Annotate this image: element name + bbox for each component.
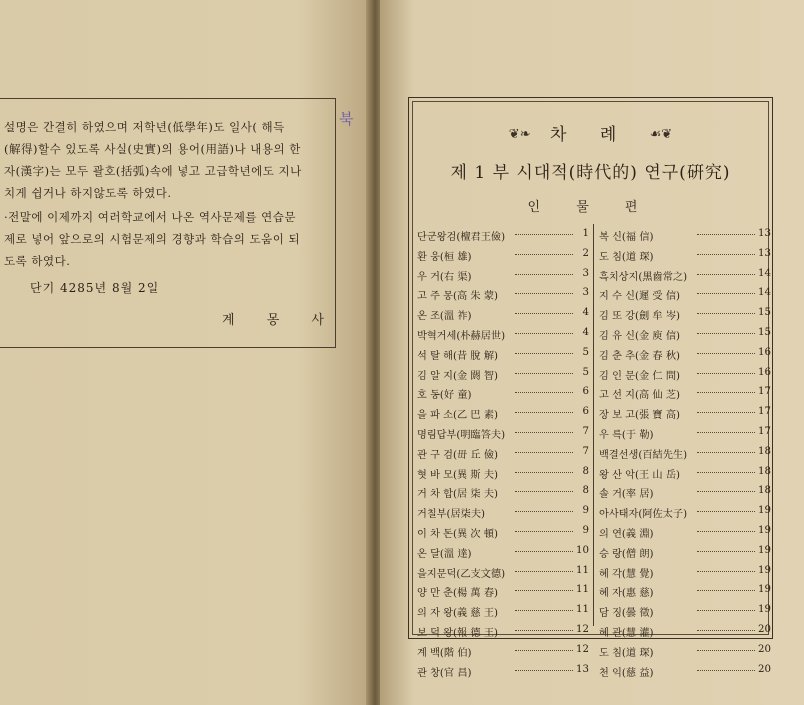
toc-entry-page: 17 [758,386,771,398]
leader-dots [515,373,573,374]
preface-line: 치게 쉽거나 하지않도록 하였다. [4,186,172,200]
toc-entry [417,523,589,543]
toc-entry-page: 5 [582,346,589,358]
leader-dots [515,432,573,433]
toc-entry [599,365,771,385]
leader-dots [515,333,573,334]
publisher-name: 계 몽 사 [222,313,338,328]
toc-heading-text: 차 례 [550,125,631,145]
leader-dots [697,452,755,453]
toc-entry [417,365,589,385]
toc-entry-page: 19 [758,544,771,556]
toc-entry-page: 12 [576,623,589,635]
toc-entry-page: 9 [582,524,589,536]
toc-entry-name: 거칠부(居柒夫) [417,509,486,521]
toc-entry-page: 7 [582,425,589,437]
toc-entry-name: 솔 거(率 居) [599,489,654,501]
leader-dots [515,511,573,512]
toc-entry-name: 김 유 신(金 庾 信) [599,330,680,342]
toc-entry [599,325,771,345]
leader-dots [697,610,755,611]
leader-dots [697,590,755,591]
toc-entry-page: 8 [582,465,589,477]
toc-entry-page: 11 [576,584,589,596]
toc-entry [417,305,589,325]
toc-entry [599,543,771,563]
leader-dots [697,511,755,512]
toc-entry-name: 김 인 문(金 仁 問) [599,370,680,382]
leader-dots [515,313,573,314]
toc-entry-page: 20 [758,623,771,635]
preface-line: ·전말에 이제까지 여러학교에서 나온 역사문제를 연습문 [4,210,296,224]
leader-dots [697,670,755,671]
leader-dots [515,392,573,393]
toc-entry-page: 11 [576,604,589,616]
toc-entry-name: 지 수 신(遲 受 信) [599,291,680,303]
preface-line: 도록 하였다. [4,254,71,268]
leader-dots [515,590,573,591]
toc-entry-page: 7 [582,445,589,457]
toc-entry-page: 19 [758,505,771,517]
toc-entry [599,424,771,444]
toc-entry [417,345,589,365]
toc-entry [417,404,589,424]
leader-dots [697,234,755,235]
toc-heading [409,120,772,145]
toc-entry [599,503,771,523]
toc-entry-name: 왕 산 악(王 山 岳) [599,469,680,481]
toc-entry [599,523,771,543]
toc-entry-name: 계 백(階 伯) [417,647,472,659]
toc-entry [599,226,771,246]
leader-dots [697,412,755,413]
toc-entry-name: 양 만 춘(楊 萬 春) [417,588,498,600]
toc-entry-name: 도 침(道 琛) [599,251,654,263]
toc-entry-page: 14 [758,267,771,279]
leader-dots [697,650,755,651]
toc-entry [599,622,771,642]
leader-dots [697,254,755,255]
ornament-left-icon: ❦❧ [508,127,531,142]
toc-entry-name: 관 창(官 昌) [417,667,472,679]
toc-entry-name: 고 주 몽(高 朱 蒙) [417,291,498,303]
leader-dots [697,313,755,314]
ornament-right-icon: ☙❦ [649,127,673,142]
toc-entry-name: 의 자 왕(義 慈 王) [417,608,498,620]
toc-entry-page: 19 [758,564,771,576]
toc-entry-name: 의 연(義 淵) [599,528,654,540]
toc-entry-page: 6 [582,406,589,418]
toc-entry [599,444,771,464]
toc-entry [599,464,771,484]
leader-dots [515,610,573,611]
toc-entry-name: 혜 관(慧 灌) [599,627,654,639]
toc-entry-page: 14 [758,287,771,299]
leader-dots [697,293,755,294]
toc-entry-name: 담 징(曇 徵) [599,608,654,620]
toc-entry [417,483,589,503]
toc-entry-page: 8 [582,485,589,497]
toc-entry [417,503,589,523]
leader-dots [697,571,755,572]
preface-line: (解得)할수 있도록 사실(史實)의 용어(用語)나 내용의 한 [4,142,301,156]
toc-entry-page: 12 [576,643,589,655]
toc-entry [417,246,589,266]
leader-dots [515,353,573,354]
leader-dots [697,274,755,275]
preface-line: 제로 넣어 앞으로의 시험문제의 경향과 학습의 도움이 되 [4,232,301,246]
toc-entry-name: 백결선생(百結先生) [599,449,688,461]
toc-entry-name: 복 신(福 信) [599,232,654,243]
toc-entry-name: 온 조(溫 祚) [417,311,472,323]
toc-entry-page: 10 [576,544,589,556]
toc-entry [417,543,589,563]
leader-dots [515,571,573,572]
section-title: 인 물 편 [527,200,654,215]
toc-entry-name: 우 륵(于 勒) [599,429,654,441]
toc-entry-page: 9 [582,505,589,517]
leader-dots [515,254,573,255]
toc-entry-name: 혓 바 모(異 斯 夫) [417,469,498,481]
leader-dots [515,491,573,492]
toc-entry [599,384,771,404]
toc-entry-page: 13 [758,228,771,239]
toc-entry-page: 16 [758,366,771,378]
toc-entry-page: 11 [576,564,589,576]
toc-entry-page: 2 [582,247,589,259]
toc-left-column [417,226,589,681]
toc-entry [417,662,589,682]
toc-entry-name: 거 차 합(居 柒 夫) [417,489,498,501]
leader-dots [697,432,755,433]
toc-entry-name: 온 달(溫 達) [417,548,472,560]
toc-entry-name: 고 선 지(高 仙 芝) [599,390,680,402]
toc-entry-page: 6 [582,386,589,398]
toc-entry-page: 15 [758,326,771,338]
toc-entry [417,602,589,622]
toc-entry-page: 4 [582,326,589,338]
toc-entry-page: 15 [758,307,771,319]
toc-entry [417,622,589,642]
leader-dots [515,452,573,453]
toc-entry-page: 4 [582,307,589,319]
preface-line: 자(漢字)는 모두 괄호(括弧)속에 넣고 고급학년에도 지나 [4,164,302,178]
preface-line: 설명은 간결히 하였으며 저학년(低學年)도 일사( 해득 [4,120,285,134]
leader-dots [515,531,573,532]
leader-dots [515,630,573,631]
leader-dots [515,274,573,275]
toc-entry-name: 도 침(道 琛) [599,647,654,659]
column-divider [593,224,594,626]
toc-entry-page: 17 [758,425,771,437]
toc-entry-name: 석 탈 해(昔 脫 解) [417,350,498,362]
toc-entry-name: 환 웅(桓 雄) [417,251,472,263]
toc-entry [599,563,771,583]
toc-entry-name: 단군왕검(檀君王儉) [417,232,506,243]
toc-entry-page: 3 [582,267,589,279]
toc-entry-name: 아사태자(阿佐太子) [599,509,688,521]
toc-entry [417,266,589,286]
toc-entry-page: 3 [582,287,589,299]
toc-entry [599,345,771,365]
left-page [0,0,372,705]
toc-entry [417,444,589,464]
toc-entry-page: 19 [758,584,771,596]
toc-entry-name: 장 보 고(張 寶 高) [599,410,680,422]
toc-entry-name: 흑치상지(黑齒常之) [599,271,688,283]
toc-entry-page: 20 [758,643,771,655]
toc-entry-page: 13 [758,247,771,259]
toc-entry-name: 김 춘 추(金 春 秋) [599,350,680,362]
leader-dots [697,392,755,393]
toc-entry [599,285,771,305]
toc-entry-name: 박혁거세(朴赫居世) [417,330,506,342]
toc-entry-name: 승 랑(僧 朗) [599,548,654,560]
toc-entry-page: 19 [758,524,771,536]
toc-entry [417,563,589,583]
toc-entry [599,602,771,622]
toc-entry-page: 18 [758,445,771,457]
toc-entry [599,662,771,682]
toc-entry-name: 관 구 검(毌 丘 儉) [417,449,498,461]
toc-right-column [599,226,771,681]
toc-entry-name: 혜 자(惠 慈) [599,588,654,600]
toc-entry [417,384,589,404]
toc-entry-name: 우 거(右 渠) [417,271,472,283]
toc-entry-name: 을지문덕(乙支文德) [417,568,506,580]
toc-entry-page: 18 [758,465,771,477]
toc-entry [599,483,771,503]
toc-entry [599,642,771,662]
toc-entry-page: 16 [758,346,771,358]
toc-entry [599,266,771,286]
toc-entry-page: 5 [582,366,589,378]
toc-entry [417,582,589,602]
toc-entry [599,246,771,266]
toc-entry-page: 1 [582,228,589,239]
leader-dots [515,650,573,651]
leader-dots [697,472,755,473]
toc-entry [417,325,589,345]
toc-entry-name: 천 익(慈 益) [599,667,654,679]
leader-dots [697,630,755,631]
toc-entry-page: 19 [758,604,771,616]
leader-dots [515,551,573,552]
toc-entry [417,226,589,246]
toc-entry [417,642,589,662]
leader-dots [697,353,755,354]
toc-entry [599,404,771,424]
toc-entry-name: 보 덕 왕(報 德 王) [417,627,498,639]
toc-entry-name: 김 또 강(劍 牟 岑) [599,311,680,323]
leader-dots [697,491,755,492]
leader-dots [515,293,573,294]
toc-entry [417,464,589,484]
handwritten-note: 북 [339,110,354,128]
leader-dots [515,234,573,235]
toc-entry [599,582,771,602]
preface-date: 단기 4285년 8월 2일 [30,281,160,295]
toc-entry-page: 17 [758,406,771,418]
toc-entry [417,285,589,305]
toc-entry-name: 명림답부(明臨答夫) [417,429,506,441]
toc-entry-name: 혜 각(慧 覺) [599,568,654,580]
part-title: 제 1 부 시대적(時代的) 연구(硏究) [450,163,731,183]
leader-dots [515,670,573,671]
leader-dots [515,472,573,473]
toc-entry-page: 18 [758,485,771,497]
toc-entry [599,305,771,325]
toc-entry-name: 이 차 돈(異 次 頓) [417,528,498,540]
leader-dots [697,333,755,334]
toc-entry [417,424,589,444]
toc-entry-name: 김 알 지(金 閼 智) [417,370,498,382]
toc-entry-page: 13 [576,663,589,675]
toc-entry-name: 을 파 소(乙 巴 素) [417,410,498,422]
toc-entry-page: 20 [758,663,771,675]
leader-dots [697,551,755,552]
leader-dots [697,531,755,532]
toc-entry-name: 호 동(好 童) [417,390,472,402]
table-of-contents [408,97,773,679]
leader-dots [515,412,573,413]
leader-dots [697,373,755,374]
